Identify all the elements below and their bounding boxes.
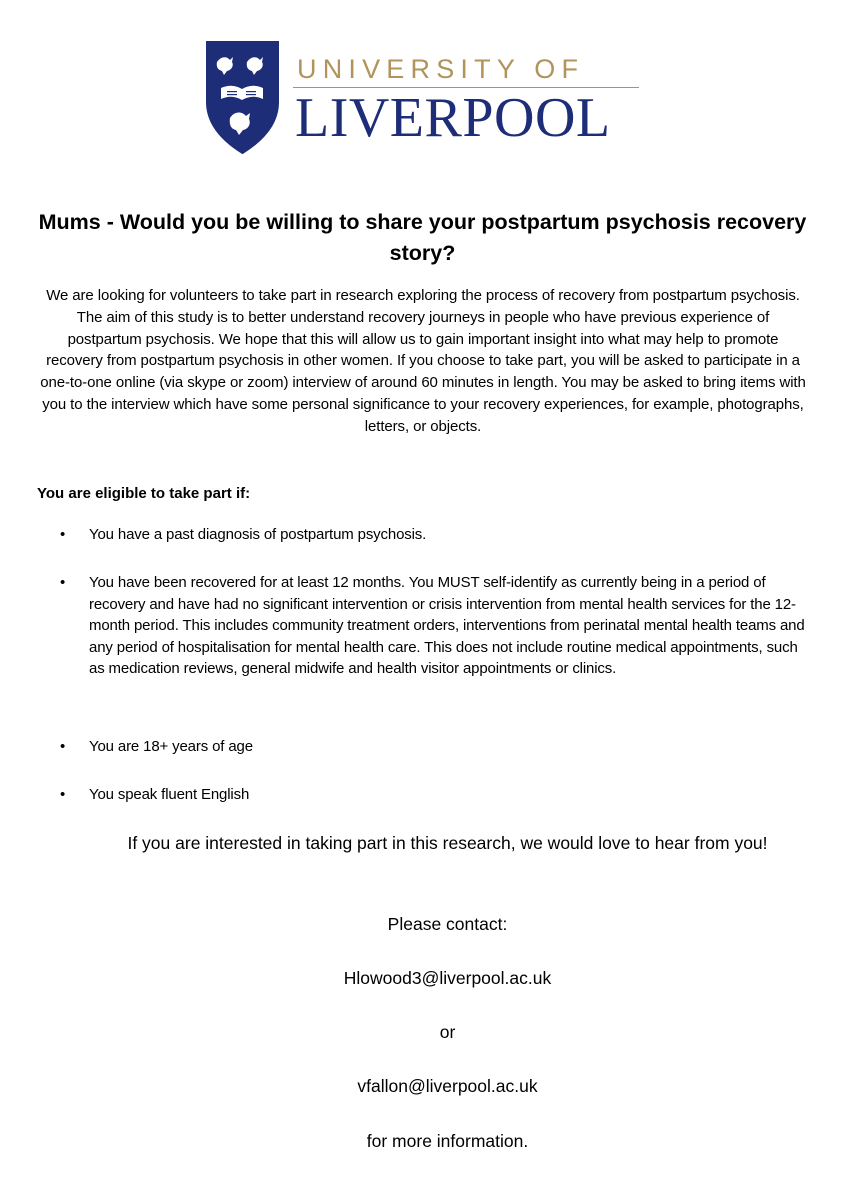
bullet-icon: • <box>60 526 66 543</box>
bullet-icon: • <box>60 738 66 755</box>
contact-email-2[interactable]: vfallon@liverpool.ac.uk <box>357 1076 538 1096</box>
list-item-text: You are 18+ years of age <box>89 738 253 755</box>
list-item-text: You speak fluent English <box>89 786 250 803</box>
list-item-text: You have a past diagnosis of postpartum psychosis. <box>89 526 427 543</box>
intro-paragraph: We are looking for volunteers to take part in research exploring the process of recovery from postpartum psychosis. The aim of this study is to better understand recovery journeys in people who have previous experience of postpartum psychosis. We hope that this will allow us to gain important insight into what may help to promote recovery from postpartum psychosis in other women. If you choose to take part, you will be asked to participate in a one-to-one online (via skype or zoom) interview of around 60 minutes in length. You may be asked to bring items with you to the interview which have some personal significance to your recovery experiences, for example, photographs, letters, or objects. <box>40 287 806 435</box>
eligibility-heading: You are eligible to take part if: <box>37 485 251 502</box>
logo-line-university-of: UNIVERSITY OF <box>297 54 585 84</box>
university-logo <box>205 40 645 155</box>
closing-message: If you are interested in taking part in this research, we would love to hear from you! <box>127 833 768 853</box>
contact-email-1[interactable]: Hlowood3@liverpool.ac.uk <box>343 968 552 988</box>
page-title: Mums - Would you be willing to share your postpartum psychosis recovery story? <box>38 210 807 265</box>
contact-or: or <box>439 1022 456 1042</box>
list-item-text: You have been recovered for at least 12 months. You MUST self-identify as currently being in a period of recovery and have had no significant intervention or crisis intervention from mental health services for the 12-month period. This includes community treatment orders, interventions from perinatal mental health teams and any period of hospitalisation for mental health care. This does not include routine medical appointments, such as medication reviews, general midwife and health visitor appointments or clinics. <box>89 574 805 677</box>
contact-prompt: Please contact: <box>387 914 508 934</box>
liver-bird-crest-icon <box>205 40 280 155</box>
contact-footer: for more information. <box>366 1131 529 1151</box>
logo-line-liverpool: LIVERPOOL <box>295 87 611 149</box>
bullet-icon: • <box>60 574 66 591</box>
bullet-icon: • <box>60 786 66 803</box>
